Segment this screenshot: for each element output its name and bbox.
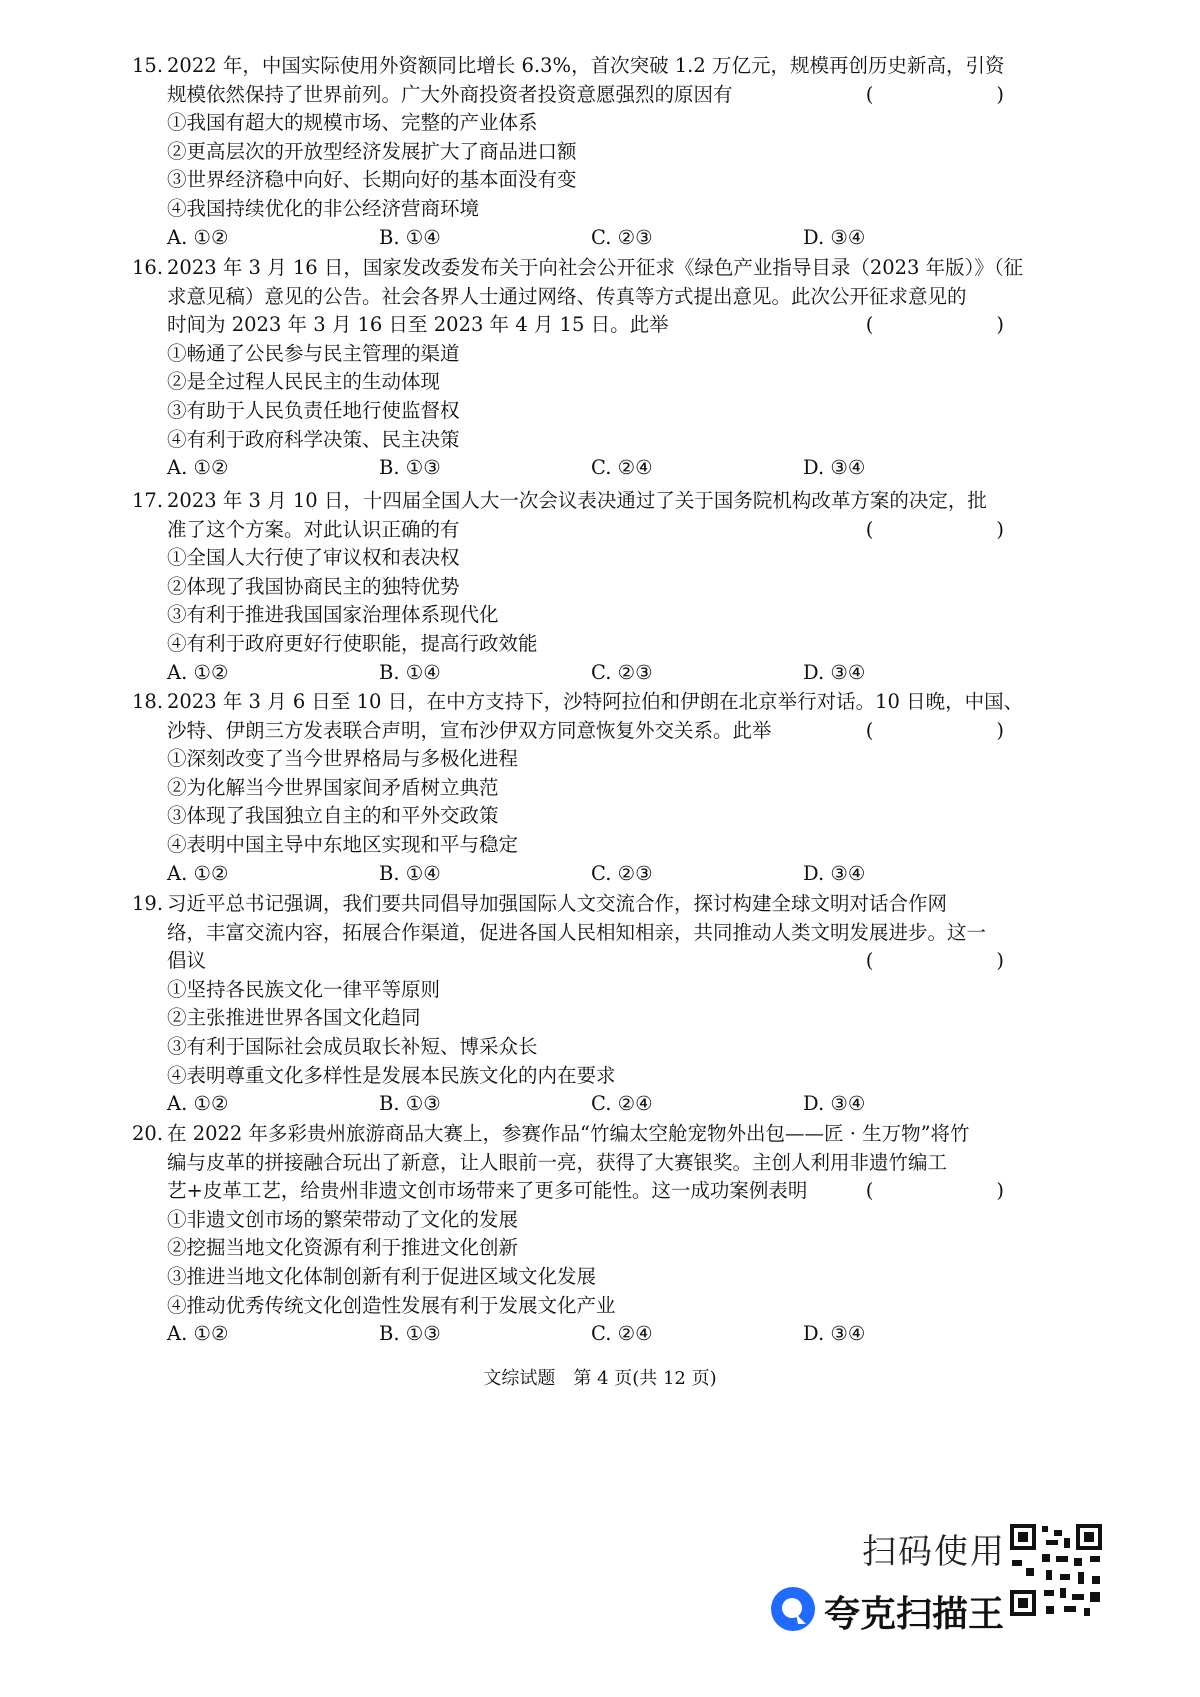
option-a: A. ①②	[167, 456, 229, 480]
statement-item: ③推进当地文化体制创新有利于促进区域文化发展	[167, 1264, 597, 1288]
question-19	[132, 890, 1032, 1119]
statement-item: ③有利于推进我国国家治理体系现代化	[167, 603, 499, 627]
option-c: C. ②④	[591, 1092, 653, 1116]
option-b: B. ①③	[379, 456, 441, 480]
statement-item: ②更高层次的开放型经济发展扩大了商品进口额	[167, 139, 577, 163]
statement-item: ④我国持续优化的非公经济营商环境	[167, 196, 480, 220]
answer-parenthesis: ( )	[865, 718, 1032, 742]
question-stem-line	[132, 52, 1032, 81]
question-stem-text: 规模依然保持了世界前列。广大外商投资者投资意愿强烈的原因有	[167, 82, 733, 106]
question-stem-text: 艺+皮革工艺，给贵州非遗文创市场带来了更多可能性。这一成功案例表明	[167, 1179, 808, 1203]
answer-options	[132, 224, 1032, 253]
option-a: A. ①②	[167, 225, 229, 249]
answer-options	[132, 860, 1032, 889]
statement-item: ①坚持各民族文化一律平等原则	[167, 977, 441, 1001]
statement-item: ④有利于政府更好行使职能，提高行政效能	[167, 631, 538, 655]
option-c: C. ②③	[591, 861, 653, 885]
statement-item: ②为化解当今世界国家间矛盾树立典范	[167, 775, 499, 799]
statement-item: ②主张推进世界各国文化趋同	[167, 1006, 421, 1030]
question-stem-line: 编与皮革的拼接融合玩出了新意，让人眼前一亮，获得了大赛银奖。主创人利用非遗竹编工	[167, 1150, 948, 1174]
question-number: 19.	[132, 892, 164, 915]
option-c: C. ②③	[591, 660, 653, 684]
answer-parenthesis: ( )	[865, 517, 1032, 541]
option-d: D. ③④	[803, 1322, 866, 1346]
answer-parenthesis: ( )	[865, 949, 1032, 973]
question-stem-text: 2023 年 3 月 10 日，十四届全国人大一次会议表决通过了关于国务院机构改革方案的决定，批	[167, 489, 987, 512]
question-stem-text: 2022 年，中国实际使用外资额同比增长 6.3%，首次突破 1.2 万亿元，规模再创历史新高，引资	[167, 54, 1005, 77]
question-stem-line	[132, 947, 1032, 976]
question-stem-text: 倡议	[167, 949, 207, 973]
statement-item: ②是全过程人民民主的生动体现	[167, 370, 441, 394]
question-stem-line	[132, 717, 1032, 746]
option-a: A. ①②	[167, 660, 229, 684]
question-stem-text: 在 2022 年多彩贵州旅游商品大赛上，参赛作品“竹编太空舱宠物外出包——匠 · 生万物”将竹	[167, 1122, 970, 1145]
statement-item: ②挖掘当地文化资源有利于推进文化创新	[167, 1236, 519, 1260]
question-stem-text: 时间为 2023 年 3 月 16 日至 2023 年 4 月 15 日。此举	[167, 313, 669, 337]
statement-item: ①全国人大行使了审议权和表决权	[167, 546, 460, 570]
option-a: A. ①②	[167, 861, 229, 885]
statement-item: ③有利于国际社会成员取长补短、博采众长	[167, 1034, 538, 1058]
question-stem-text: 2023 年 3 月 16 日，国家发改委发布关于向社会公开征求《绿色产业指导目录（2023 年版）》（征	[167, 256, 1024, 279]
option-c: C. ②④	[591, 456, 653, 480]
answer-options	[132, 454, 1032, 483]
option-d: D. ③④	[803, 660, 866, 684]
statement-item: ①我国有超大的规模市场、完整的产业体系	[167, 111, 538, 135]
question-20	[132, 1120, 1032, 1349]
question-stem-line	[132, 254, 1032, 283]
statement-item: ④有利于政府科学决策、民主决策	[167, 427, 460, 451]
answer-options	[132, 1090, 1032, 1119]
question-stem-line	[132, 1177, 1032, 1206]
question-16	[132, 254, 1032, 483]
app-name: 夸克扫描王	[824, 1594, 1005, 1635]
question-stem-line	[132, 487, 1032, 516]
statement-item: ④推动优秀传统文化创造性发展有利于发展文化产业	[167, 1293, 616, 1317]
question-stem-line	[132, 311, 1032, 340]
statement-item: ③体现了我国独立自主的和平外交政策	[167, 804, 499, 828]
statement-item: ④表明尊重文化多样性是发展本民族文化的内在要求	[167, 1063, 616, 1087]
statement-item: ④表明中国主导中东地区实现和平与稳定	[167, 832, 519, 856]
statement-item: ①深刻改变了当今世界格局与多极化进程	[167, 747, 519, 771]
quark-logo-icon	[770, 1586, 816, 1632]
option-b: B. ①④	[379, 225, 441, 249]
qr-code-icon[interactable]	[1006, 1520, 1106, 1620]
option-d: D. ③④	[803, 1092, 866, 1116]
statement-item: ①非遗文创市场的繁荣带动了文化的发展	[167, 1207, 519, 1231]
question-stem-text: 沙特、伊朗三方发表联合声明，宣布沙伊双方同意恢复外交关系。此举	[167, 718, 772, 742]
option-b: B. ①③	[379, 1322, 441, 1346]
statement-item: ③世界经济稳中向好、长期向好的基本面没有变	[167, 168, 577, 192]
question-stem-line: 求意见稿）意见的公告。社会各界人士通过网络、传真等方式提出意见。此次公开征求意见的	[167, 284, 967, 308]
question-number: 20.	[132, 1122, 164, 1145]
option-d: D. ③④	[803, 225, 866, 249]
question-number: 18.	[132, 690, 164, 713]
statement-item: ②体现了我国协商民主的独特优势	[167, 574, 460, 598]
answer-parenthesis: ( )	[865, 1179, 1032, 1203]
answer-parenthesis: ( )	[865, 82, 1032, 106]
option-a: A. ①②	[167, 1092, 229, 1116]
option-c: C. ②③	[591, 225, 653, 249]
question-stem-text: 习近平总书记强调，我们要共同倡导加强国际人文交流合作，探讨构建全球文明对话合作网	[167, 892, 948, 915]
scanner-branding[interactable]	[770, 1520, 1110, 1660]
question-15	[132, 52, 1032, 252]
answer-options	[132, 659, 1032, 688]
option-c: C. ②④	[591, 1322, 653, 1346]
question-number: 15.	[132, 54, 164, 77]
option-d: D. ③④	[803, 456, 866, 480]
question-stem-text: 2023 年 3 月 6 日至 10 日，在中方支持下，沙特阿拉伯和伊朗在北京举行对话。10 日晚，中国、	[167, 690, 1024, 713]
statement-item: ①畅通了公民参与民主管理的渠道	[167, 341, 460, 365]
option-b: B. ①④	[379, 861, 441, 885]
question-stem-line	[132, 81, 1032, 110]
option-a: A. ①②	[167, 1322, 229, 1346]
answer-parenthesis: ( )	[865, 313, 1032, 337]
question-stem-line	[132, 890, 1032, 919]
question-stem-line	[132, 688, 1032, 717]
question-stem-line	[132, 1120, 1032, 1149]
question-number: 17.	[132, 489, 164, 512]
option-d: D. ③④	[803, 861, 866, 885]
scan-to-use-label: 扫码使用	[862, 1532, 1006, 1572]
question-number: 16.	[132, 256, 164, 279]
answer-options	[132, 1320, 1032, 1349]
question-stem-line	[132, 516, 1032, 545]
option-b: B. ①③	[379, 1092, 441, 1116]
question-18	[132, 688, 1032, 888]
page-footer: 文综试题 第 4 页(共 12 页)	[483, 1368, 717, 1389]
question-17	[132, 487, 1032, 687]
option-b: B. ①④	[379, 660, 441, 684]
question-stem-text: 准了这个方案。对此认识正确的有	[167, 517, 460, 541]
statement-item: ③有助于人民负责任地行使监督权	[167, 398, 460, 422]
question-stem-line: 络，丰富交流内容，拓展合作渠道，促进各国人民相知相亲，共同推动人类文明发展进步。这一	[167, 920, 987, 944]
